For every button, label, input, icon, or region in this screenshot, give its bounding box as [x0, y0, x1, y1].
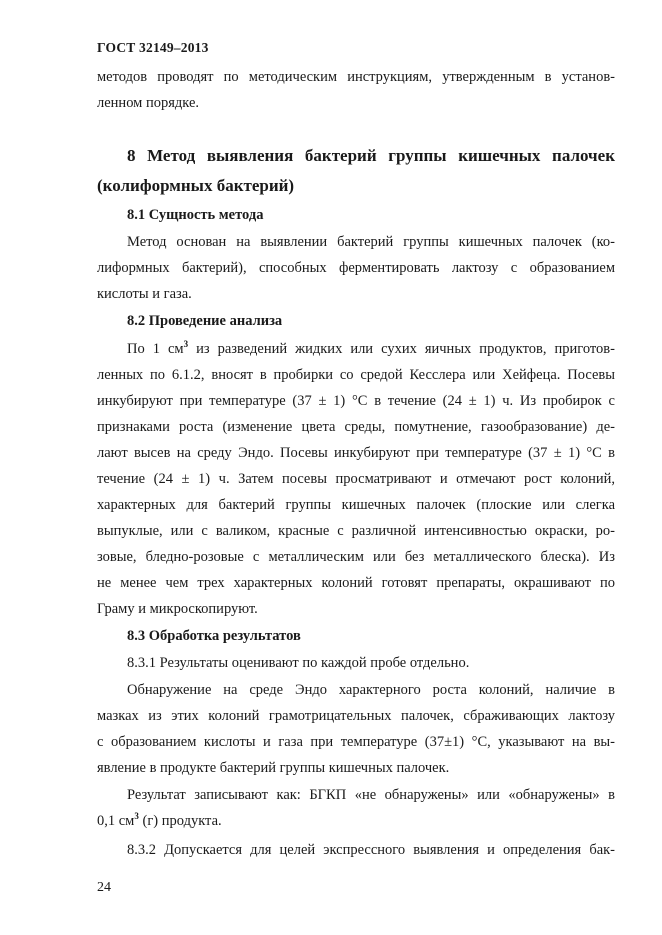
paragraph-line: Результат записывают как: БГКП «не обнаружены» или «обнаружены» в — [127, 787, 615, 803]
paragraph-line: 8.3.2 Допускается для целей экспрессного выявления и определения бак- — [127, 842, 615, 858]
paragraph-line: лиформных бактерий), способных ферментировать лактозу с образованием — [97, 260, 615, 276]
paragraph-line: инкубируют при температуре (37 ± 1) °С в течение (24 ± 1) ч. Из пробирок с — [97, 393, 615, 409]
subsection-8-3-heading: 8.3 Обработка результатов — [127, 628, 301, 644]
paragraph-line: не менее чем трех характерных колоний готовят препараты, окрашивают по — [97, 575, 615, 591]
paragraph-line: зовые, бледно-розовые с металлическим или без металлического блеска). Из — [97, 549, 615, 565]
paragraph-line: с образованием кислоты и газа при температуре (37±1) °С, указывают на вы- — [97, 734, 615, 750]
paragraph-line: Граму и микроскопируют. — [97, 601, 258, 617]
text-run: из разведений жидких или сухих яичных продуктов, приготов- — [188, 341, 615, 357]
document-code-header: ГОСТ 32149–2013 — [97, 40, 209, 55]
section-8-title-line-2: (колиформных бактерий) — [97, 176, 295, 195]
paragraph-line: характерных для бактерий группы кишечных палочек (плоские или слегка — [97, 497, 615, 513]
paragraph-line: течение (24 ± 1) ч. Затем посевы просматривают и отмечают рост колоний, — [97, 471, 615, 487]
subsection-8-2-heading: 8.2 Проведение анализа — [127, 313, 283, 329]
paragraph-line: лают высев на среду Эндо. Посевы инкубируют при температуре (37 ± 1) °С в — [97, 445, 615, 461]
paragraph-line: выпуклые, или с валиком, красные с различной интенсивностью окраски, ро- — [97, 523, 615, 539]
subsection-8-1-heading: 8.1 Сущность метода — [127, 207, 264, 223]
paragraph-line: мазках из этих колоний грамотрицательных палочек, сбраживающих лактозу — [97, 708, 615, 724]
page-number: 24 — [97, 880, 111, 895]
text-run: (г) продукта. — [138, 813, 222, 829]
paragraph-line — [97, 812, 615, 830]
paragraph-line: явление в продукте бактерий группы кишечных палочек. — [97, 760, 450, 776]
paragraph-line: 8.3.1 Результаты оценивают по каждой пробе отдельно. — [127, 655, 470, 671]
paragraph-line: признаками роста (изменение цвета среды, помутнение, газообразование) де- — [97, 419, 615, 435]
superscript: 3 — [134, 811, 139, 821]
intro-line-1: методов проводят по методическим инструкциям, утвержденным в установ- — [97, 69, 615, 85]
intro-line-2: ленном порядке. — [97, 95, 200, 111]
paragraph-line: Обнаружение на среде Эндо характерного роста колоний, наличие в — [127, 682, 615, 698]
text-run: По 1 см — [127, 341, 184, 357]
paragraph-line — [127, 340, 615, 358]
text-run: 0,1 см — [97, 813, 135, 829]
paragraph-line: ленных по 6.1.2, вносят в пробирки со средой Кесслера или Хейфеца. Посевы — [97, 367, 615, 383]
section-8-title-line-1: 8 Метод выявления бактерий группы кишечных палочек — [127, 146, 615, 165]
superscript: 3 — [183, 339, 189, 349]
paragraph-line: Метод основан на выявлении бактерий группы кишечных палочек (ко- — [127, 234, 615, 250]
paragraph-line: кислоты и газа. — [97, 286, 192, 302]
